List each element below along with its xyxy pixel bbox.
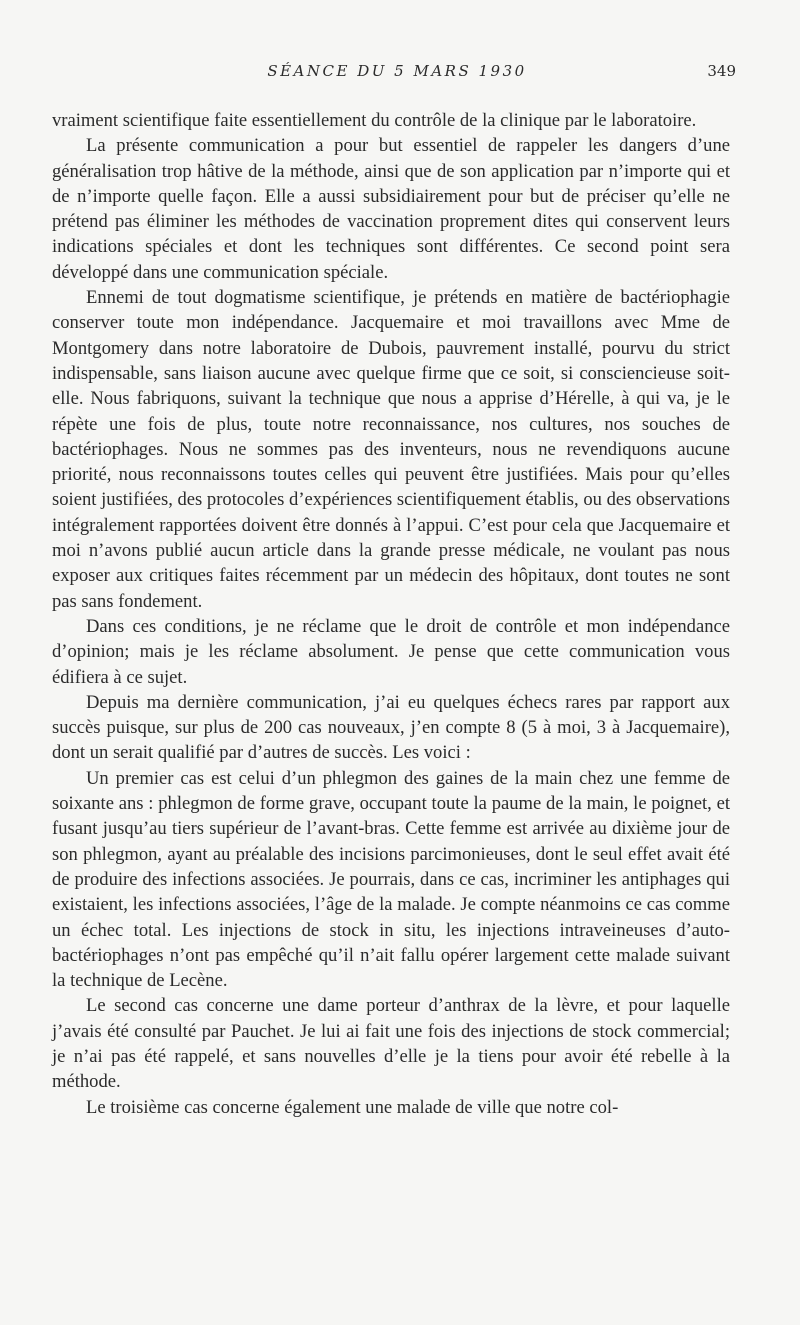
paragraph: Ennemi de tout dogmatisme scientifique, je prétends en matière de bactériophagie conserver toute mon indépendance. Jacquemaire et moi travaillons avec Mme de Montgomery dans notre laboratoire de Dubois, pauvrement installé, pourvu du strict indispensable, sans liaison aucune avec quelque firme que ce soit, si consciencieuse soit-elle. Nous fabriquons, suivant la technique que nous a apprise d’Hérelle, à qui va, je le répète une fois de plus, toute notre reconnaissance, nos cultures, nos souches de bactériophages. Nous ne sommes pas des inventeurs, nous ne revendiquons aucune priorité, nous reconnaissons toutes celles qui peuvent être justifiées. Mais pour qu’elles soient justifiées, des protocoles d’expériences scientifiquement établis, ou des observations intégralement rapportées doivent être donnés à l’appui. C’est pour cela que Jacquemaire et moi n’avons publié aucun article dans la grande presse médicale, ne voulant pas nous exposer aux critiques faites récemment par un médecin des hôpitaux, dont toutes ne sont pas sans fondement. xyxy=(52,287,730,612)
page-number: 349 xyxy=(707,62,736,80)
paragraph: Le troisième cas concerne également une malade de ville que notre col- xyxy=(86,1096,619,1118)
running-title: SÉANCE DU 5 MARS 1930 xyxy=(267,62,527,80)
paragraph: La présente communication a pour but essentiel de rappeler les dangers d’une généralisation trop hâtive de la méthode, ainsi que de son application par n’importe qui et de n’importe quelle façon. Elle a aussi subsidiairement pour but de préciser qu’elle ne prétend pas éliminer les méthodes de vaccination proprement dites qui conservent leurs indications spéciales et dont les techniques sont différentes. Ce second point sera développé dans une communication spéciale. xyxy=(52,135,730,283)
body-text xyxy=(52,108,730,1120)
paragraph: Dans ces conditions, je ne réclame que le droit de contrôle et mon indépendance d’opinion; mais je les réclame absolument. Je pense que cette communication vous édifiera à ce sujet. xyxy=(52,615,730,688)
paragraph: Le second cas concerne une dame porteur d’anthrax de la lèvre, et pour laquelle j’avais été consulté par Pauchet. Je lui ai fait une fois des injections de stock commercial; je n’ai pas été rappelé, et sans nouvelles d’elle je la tiens pour avoir été rebelle à la méthode. xyxy=(52,995,730,1093)
paragraph: Depuis ma dernière communication, j’ai eu quelques échecs rares par rapport aux succès puisque, sur plus de 200 cas nouveaux, j’en compte 8 (5 à moi, 3 à Jacquemaire), dont un serait qualifié par d’autres de succès. Les voici : xyxy=(52,691,730,764)
page-header xyxy=(58,62,736,86)
paragraph: Un premier cas est celui d’un phlegmon des gaines de la main chez une femme de soixante ans : phlegmon de forme grave, occupant toute la paume de la main, le poignet, et fusant jusqu’au tiers supérieur de l’avant-bras. Cette femme est arrivée au dixième jour de son phlegmon, ayant au préalable des incisions parcimonieuses, dont le seul effet avait été de produire des infections associées. Je pourrais, dans ce cas, incriminer les antiphages qui existaient, les infections associées, l’âge de la malade. Je compte néanmoins ce cas comme un échec total. Les injections de stock in situ, les injections intraveineuses d’auto-bactériophages n’ont pas empêché qu’il n’ait fallu opérer largement cette malade suivant la technique de Lecène. xyxy=(52,767,730,992)
paragraph: vraiment scientifique faite essentiellement du contrôle de la clinique par le laboratoire. xyxy=(52,110,697,131)
